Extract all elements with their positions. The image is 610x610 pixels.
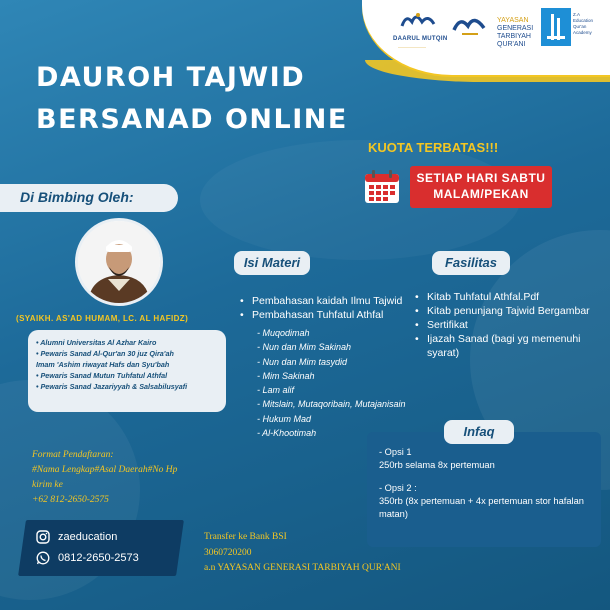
instagram-handle: zaeducation	[58, 531, 118, 543]
materi-subitem: - Al-Khootimah	[257, 428, 317, 439]
fasilitas-item: • Sertifikat	[415, 318, 595, 332]
za-education-logo	[541, 8, 571, 46]
materi-sublist	[257, 326, 406, 440]
credential-item: • Alumni Universitas Al Azhar Kairo	[36, 338, 157, 347]
logo-za-text	[573, 12, 605, 36]
logo-text-line: Z.A	[573, 12, 581, 17]
fasilitas-item: • Ijazah Sanad (bagi yg memenuhi syarat)	[415, 332, 595, 360]
daarul-mutqin-logo	[398, 10, 438, 30]
materi-subitem: - Lam alif	[257, 385, 295, 396]
materi-subitem: - Nun dan Mim Sakinah	[257, 342, 352, 353]
schedule-line-1: SETIAP HARI SABTU	[416, 171, 546, 185]
format-line: kirim ke	[32, 480, 63, 490]
fasilitas-heading: Fasilitas	[432, 251, 510, 275]
format-line: Format Pendaftaran:	[32, 450, 114, 460]
logo-text-line: Academy	[573, 30, 592, 35]
materi-subitem: - Mim Sakinah	[257, 370, 315, 381]
whatsapp-number: 0812-2650-2573	[58, 552, 139, 564]
infaq-opsi1-title: - Opsi 1	[379, 447, 412, 457]
materi-subitem: - Hukum Mad	[257, 413, 312, 424]
infaq-opsi2-title: - Opsi 2 :	[379, 483, 417, 493]
logo-daarul-mutqin-text: DAARUL MUTQIN	[393, 36, 448, 42]
schedule-badge	[410, 166, 552, 208]
fasilitas-list	[415, 290, 595, 360]
bimbing-label: Di Bimbing Oleh:	[20, 189, 134, 205]
kuota-notice: KUOTA TERBATAS!!!	[368, 140, 499, 155]
fasilitas-item: • Kitab penunjang Tajwid Bergambar	[415, 304, 595, 318]
teacher-name: (SYAIKH. AS'AD HUMAM, LC. AL HAFIDZ)	[16, 314, 189, 323]
logo-text-line: QUR'ANI	[497, 41, 526, 48]
infaq-opsi2-detail: 350rb (8x pertemuan + 4x pertemuan stor hafalan matan)	[379, 496, 584, 519]
contact-box	[18, 520, 184, 576]
infaq-box	[367, 432, 601, 547]
transfer-line: a.n YAYASAN GENERASI TARBIYAH QUR'ANI	[204, 563, 401, 573]
materi-item: • Pembahasan Tuhfatul Athfal	[240, 308, 402, 322]
tarbiyah-logo	[450, 10, 490, 36]
logo-sub-line: ———————	[398, 44, 426, 49]
materi-subitem: - Muqodimah	[257, 328, 310, 338]
credential-item: • Pewaris Sanad Mutun Tuhfatul Athfal	[36, 371, 168, 380]
logo-text-line: TARBIYAH	[497, 33, 531, 40]
instagram-icon	[36, 530, 50, 544]
credential-item: Imam 'Ashim riwayat Hafs dan Syu'bah	[36, 360, 170, 369]
logo-tarbiyah-text	[497, 17, 533, 49]
logo-text-line: Education	[573, 18, 594, 23]
infaq-opsi1-detail: 250rb selama 8x pertemuan	[379, 460, 495, 470]
transfer-account: 3060720200	[204, 547, 252, 558]
whatsapp-contact[interactable]	[36, 551, 139, 565]
registration-format	[32, 448, 177, 508]
infaq-heading: Infaq	[444, 420, 514, 444]
whatsapp-icon	[36, 551, 50, 565]
materi-list	[240, 294, 402, 322]
calendar-icon	[364, 170, 400, 204]
credentials-box	[28, 330, 226, 412]
transfer-line: Transfer ke Bank BSI	[204, 532, 287, 542]
credential-item: • Pewaris Sanad Al-Qur'an 30 juz Qira'ah	[36, 349, 174, 358]
materi-item: • Pembahasan kaidah Ilmu Tajwid	[240, 294, 402, 308]
materi-heading: Isi Materi	[234, 251, 310, 275]
title-line-2: BERSANAD ONLINE	[36, 104, 348, 135]
logo-text-line: YAYASAN	[497, 17, 529, 24]
fasilitas-item: • Kitab Tuhfatul Athfal.Pdf	[415, 290, 595, 304]
teacher-photo	[75, 218, 163, 306]
schedule-line-2: MALAM/PEKAN	[433, 187, 529, 201]
title-line-1: DAUROH TAJWID	[36, 62, 306, 93]
logo-text-line: GENERASI	[497, 25, 534, 32]
logo-text-line: Qur'an	[573, 24, 587, 29]
instagram-contact[interactable]	[36, 530, 117, 544]
credential-item: • Pewaris Sanad Jazariyyah & Salsabilusyafi	[36, 382, 188, 391]
format-line: #Nama Lengkap#Asal Daerah#No Hp	[32, 465, 178, 475]
materi-subitem: - Nun dan Mim tasydid	[257, 356, 348, 367]
materi-subitem: - Mitslain, Mutaqoribain, Mutajanisain	[257, 399, 406, 410]
transfer-info	[204, 530, 401, 577]
format-phone[interactable]: +62 812-2650-2575	[32, 495, 109, 505]
